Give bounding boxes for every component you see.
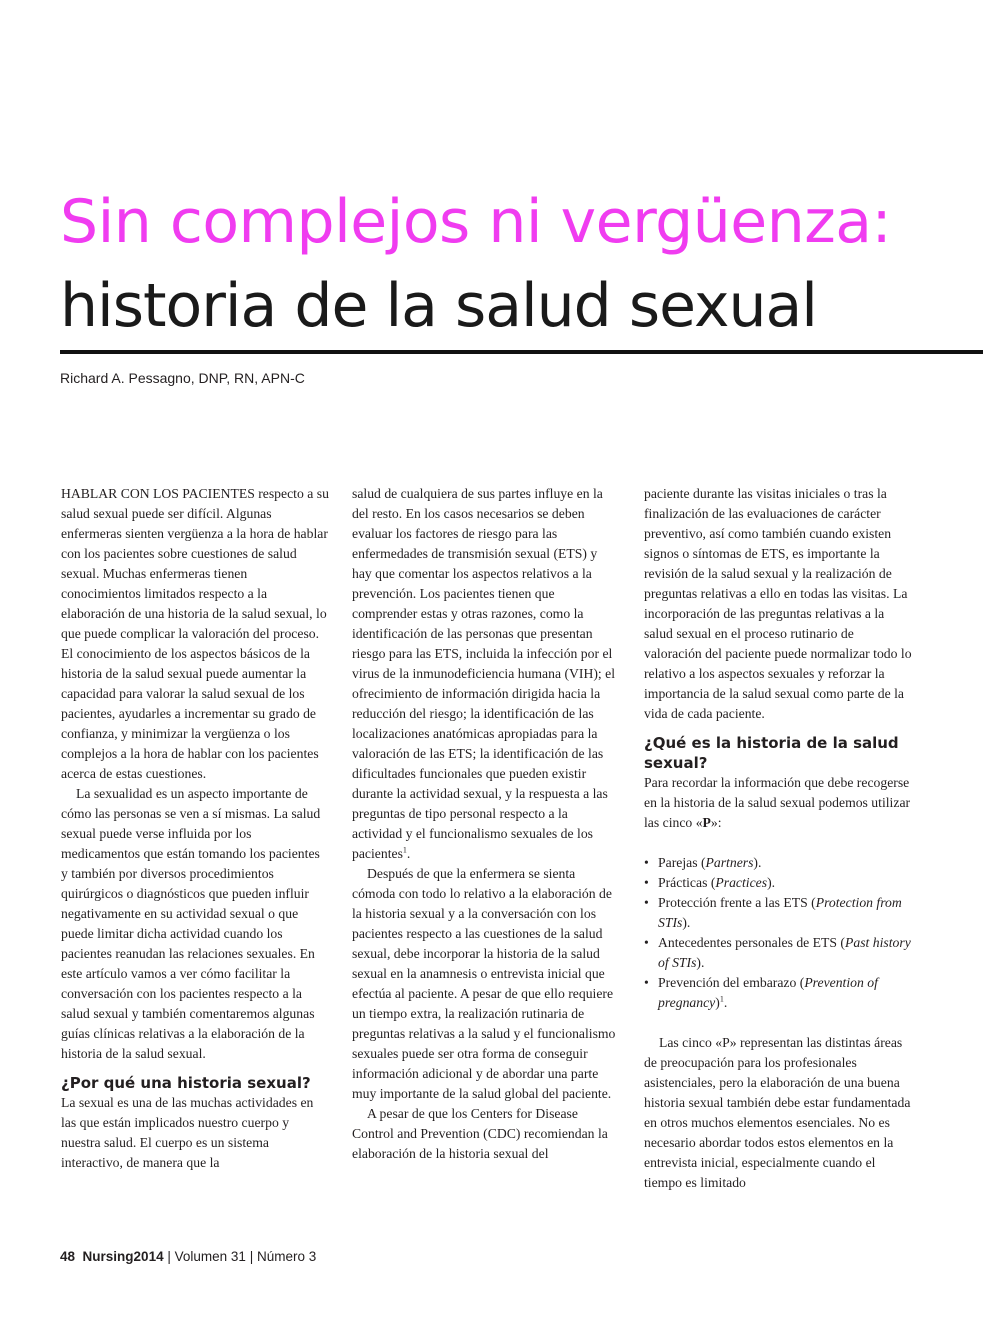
list-item [644,853,912,873]
issue: Número 3 [257,1249,317,1264]
bullet-icon: • [644,875,649,890]
list-item [644,893,912,933]
list-item [644,973,912,1013]
bullet-icon: • [644,895,649,910]
text-column-3 [644,484,912,1193]
list-item [644,873,912,893]
section-heading: ¿Qué es la historia de la salud sexual? [644,734,899,772]
paragraph: paciente durante las visitas iniciales o tras la finalización de las evaluaciones de carácter preventivo, así como también cuando existen signos o síntomas de ETS, es importante la revisión de la salud sexual y la realización de preguntas relativas a ello en todas las visitas. La incorporación de las preguntas relativas a la salud sexual en el proceso rutinario de valoración del paciente puede normalizar todo lo relativo a los aspectos sexuales y reforzar la importancia de la salud sexual como parte de la vida de cada paciente. [644,486,912,721]
bullet-icon: • [644,855,649,870]
paragraph-end: . [406,846,411,861]
section-heading: ¿Por qué una historia sexual? [61,1074,311,1092]
list-item-english: Partners [705,855,754,870]
spacer [644,1013,912,1033]
list-item-end: ). [696,955,705,970]
letter-p: P [702,815,711,830]
list-item-end: ). [682,915,691,930]
list-item-end: ) [715,995,720,1010]
paragraph-text: Para recordar la información que debe recogerse en la historia de la salud sexual podemos utilizar las cinco « [644,775,911,830]
list-item-tail: . [723,995,728,1010]
paragraph-end: »: [710,815,722,830]
page-footer [60,1249,316,1264]
list-item-english: Past history of STIs [658,935,911,970]
reference-marker: 1 [402,845,407,855]
list-item-text: Prevención del embarazo ( [658,975,805,990]
list-item-english: Prevention of pregnancy [658,975,878,1010]
paragraph [352,484,620,864]
volume: Volumen 31 [174,1249,246,1264]
paragraph: Después de que la enfermera se sienta cómoda con todo lo relativo a la elaboración de la historia sexual y a la conversación con los pacientes respecto a las cuestiones de la salud sexual, debe incorporar la historia de la salud sexual en la anamnesis o entrevista inicial que efectúa al paciente. A pesar de que ello requiere un tiempo extra, la realización rutinaria de preguntas relativas a la salud y el funcionalismo sexuales puede ser otra forma de conseguir información adicional y de abordar una parte muy importante de la salud global del paciente. [352,866,616,1101]
paragraph: La sexual es una de las muchas actividades en las que están implicados nuestro cuerpo y nuestra salud. El cuerpo es un sistema interactivo, de manera que la [61,1095,314,1170]
five-p-list [644,853,912,1013]
bullet-icon: • [644,935,649,950]
author-byline: Richard A. Pessagno, DNP, RN, APN-C [60,370,305,386]
footer-separator: | [167,1249,171,1264]
paragraph: Las cinco «P» representan las distintas áreas de preocupación para los profesionales asistenciales, pero la elaboración de una buena historia sexual también debe estar fundamentada en otros muchos elementos esenciales. No es necesario abordar todos estos elementos en la entrevista inicial, especialmente cuando el tiempo es limitado [644,1035,911,1190]
spacer [644,833,912,853]
list-item-end: ). [767,875,776,890]
list-item-text: Antecedentes personales de ETS ( [658,935,845,950]
list-item-text: Protección frente a las ETS ( [658,895,816,910]
list-item-text: Parejas ( [658,855,706,870]
article-title-line-1: Sin complejos ni vergüenza: [60,187,892,257]
list-item-english: Practices [715,875,768,890]
journal-name: Nursing2014 [82,1249,164,1264]
list-item [644,933,912,973]
paragraph: La sexualidad es un aspecto importante de cómo las personas se ven a sí mismas. La salud sexual puede verse influida por los medicamentos que están tomando los pacientes y también por diversos procedimientos quirúrgicos o diagnósticos que pueden influir negativamente en su actividad sexual o que puede limitar dicha actividad cuando los pacientes reanudan las relaciones sexuales. En este artículo vamos a ver cómo facilitar la conversación con los pacientes respecto a la salud sexual y también comentaremos algunas guías clínicas relativas a la elaboración de la historia de la salud sexual. [61,786,321,1061]
bullet-icon: • [644,975,649,990]
paragraph: A pesar de que los Centers for Disease Control and Prevention (CDC) recomiendan la elaboración de la historia sexual del [352,1106,608,1161]
footer-separator: | [249,1249,254,1264]
page-number: 48 [60,1249,76,1264]
paragraph-text: salud de cualquiera de sus partes influye en la del resto. En los casos necesarios se deben evaluar los factores de riesgo para las enfermedades de transmisión sexual (ETS) y hay que comentar los aspectos relativos a la prevención. Los pacientes tienen que comprender estas y otras razones, como la identificación de las personas que presentan riesgo para las ETS, incluida la infección por el virus de la inmunodeficiencia humana (VIH); el ofrecimiento de información dirigida hacia la reducción del riesgo; la identificación de las localizaciones anatómicas apropiadas para la valoración de las ETS; la identificación de las dificultades funcionales que pueden existir durante la actividad sexual, y la respuesta a las preguntas de tipo personal respecto a la actividad y el funcionalismo sexuales de los pacientes [352,486,616,861]
title-divider [60,350,983,354]
list-item-english: Protection from STIs [658,895,902,930]
text-column-2 [352,484,620,1164]
text-column-1 [61,484,329,1173]
article-title-line-2: historia de la salud sexual [60,271,817,341]
list-item-text: Prácticas ( [658,875,716,890]
list-item-end: ). [753,855,762,870]
paragraph: HABLAR CON LOS PACIENTES respecto a su salud sexual puede ser difícil. Algunas enfermeras sienten vergüenza a la hora de hablar con los pacientes sobre cuestiones de salud sexual. Muchas enfermeras tienen conocimientos limitados respecto a la elaboración de una historia de la salud sexual, lo que puede complicar la valoración del proceso. El conocimiento de los aspectos básicos de la historia de la salud sexual puede aumentar la capacidad para valorar la salud sexual de los pacientes, ayudarles a incrementar su grado de confianza, y minimizar la vergüenza o los complejos a la hora de hablar con los pacientes acerca de estas cuestiones. [61,486,329,781]
paragraph [644,773,912,833]
reference-marker: 1 [719,994,724,1004]
